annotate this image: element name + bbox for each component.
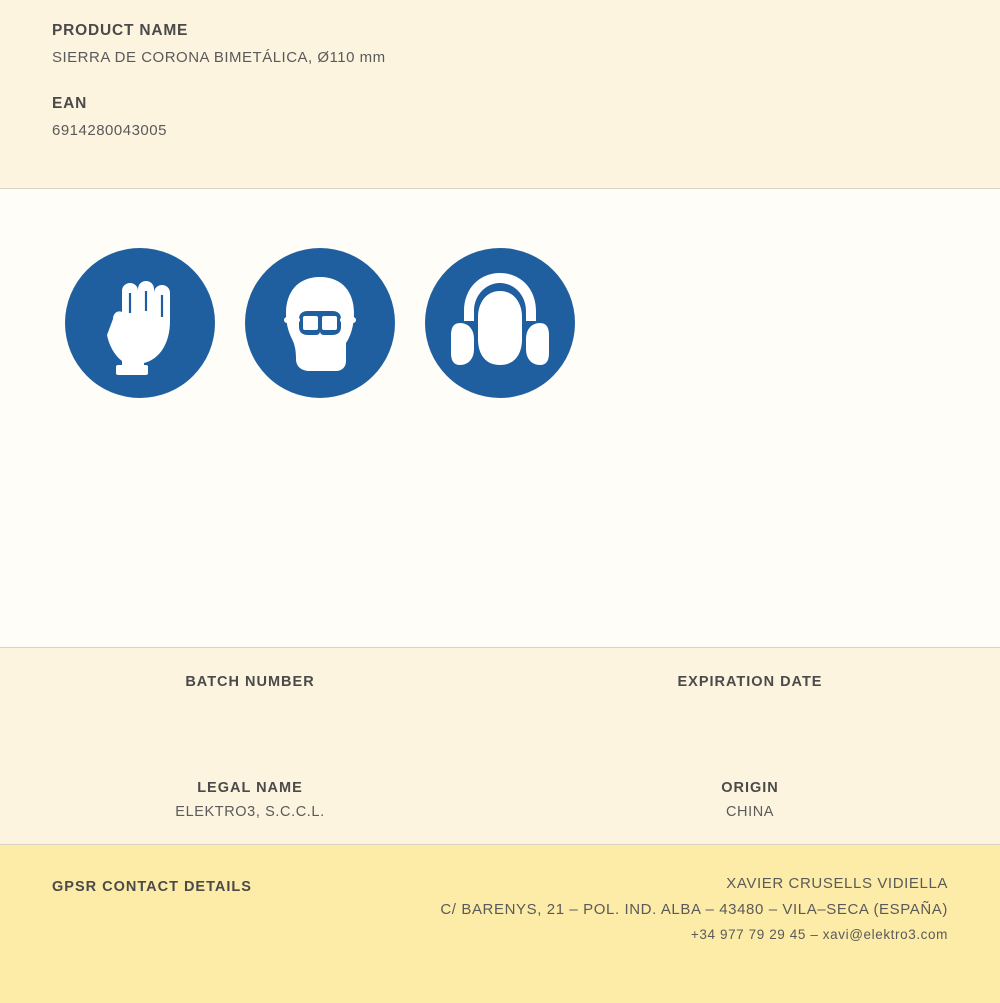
ean-label: EAN	[52, 95, 88, 112]
wear-protective-gloves-icon	[64, 247, 216, 399]
product-name-label: PRODUCT NAME	[52, 22, 189, 39]
origin-label: ORIGIN	[721, 780, 779, 796]
gpsr-contact-phone-email: +34 977 79 29 45 – xavi@elektro3.com	[690, 927, 948, 942]
header-section	[0, 0, 1000, 188]
batch-number-column	[0, 674, 500, 716]
product-name-value: SIERRA DE CORONA BIMETÁLICA, Ø110 mm	[52, 49, 386, 66]
legal-name-value: ELEKTRO3, S.C.C.L.	[175, 804, 325, 820]
batch-number-label: BATCH NUMBER	[185, 674, 315, 690]
ean-value: 6914280043005	[52, 122, 167, 139]
batch-number-value	[0, 698, 500, 716]
origin-value: CHINA	[725, 804, 775, 820]
pictogram-section	[0, 189, 1000, 647]
gpsr-contact-label: GPSR CONTACT DETAILS	[52, 879, 252, 895]
gpsr-contact-lines	[440, 875, 948, 951]
legal-name-label: LEGAL NAME	[197, 780, 303, 796]
spacer	[52, 66, 1000, 95]
gpsr-contact-name: XAVIER CRUSELLS VIDIELLA	[726, 875, 948, 892]
details-row-1	[0, 674, 1000, 716]
origin-column	[500, 780, 1000, 822]
details-section	[0, 648, 1000, 844]
wear-ear-protection-icon	[424, 247, 576, 399]
wear-eye-protection-icon	[244, 247, 396, 399]
expiration-date-label: EXPIRATION DATE	[677, 674, 823, 690]
expiration-date-column	[500, 674, 1000, 716]
gpsr-contact-section	[0, 845, 1000, 1003]
legal-name-column	[0, 780, 500, 822]
pictogram-row	[64, 247, 1000, 399]
details-row-2	[0, 780, 1000, 822]
expiration-date-value	[500, 698, 1000, 716]
gpsr-contact-address: C/ BARENYS, 21 – POL. IND. ALBA – 43480 – VILA–SECA (ESPAÑA)	[440, 901, 948, 918]
